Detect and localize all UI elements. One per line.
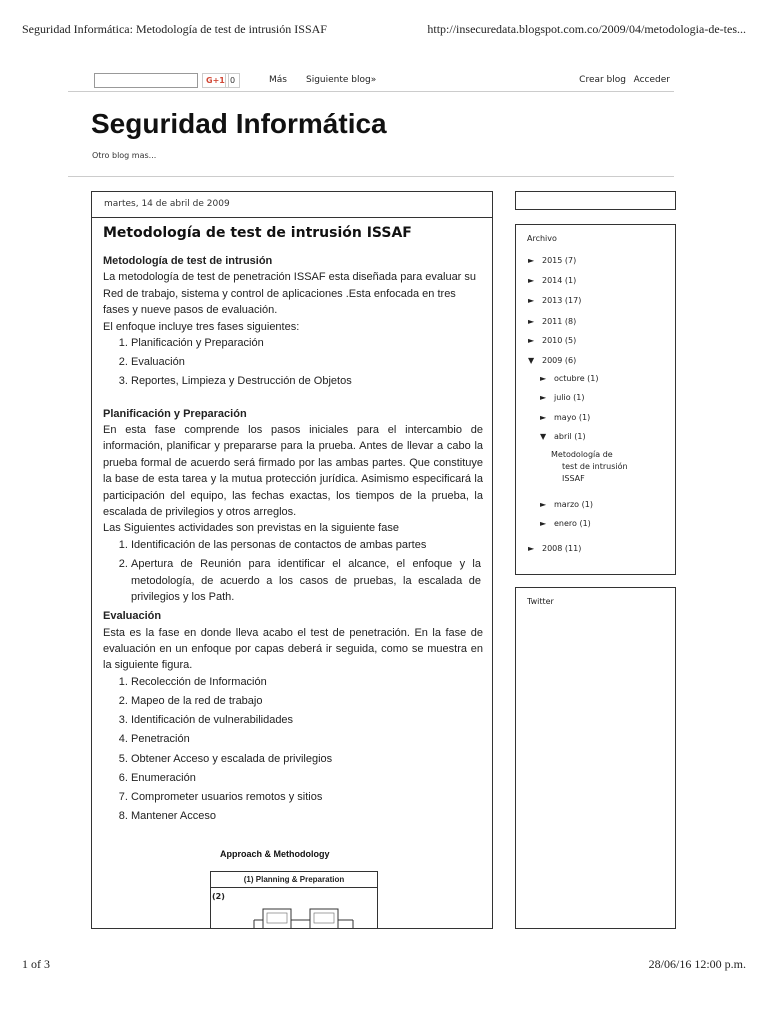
collapsed-arrow-icon[interactable]: ► — [540, 500, 547, 509]
expanded-arrow-icon[interactable]: ▼ — [528, 356, 535, 365]
print-datetime: 28/06/16 12:00 p.m. — [648, 957, 746, 971]
archive-month-abril[interactable]: ▼ abril (1) — [540, 432, 586, 441]
intro-paragraph: La metodología de test de penetración ISSAF esta diseñada para evaluar su Red de trabajo, sistema y control de aplicaciones .Esta enfocada en tres fases y nueve pasos de evaluación. — [103, 271, 477, 317]
collapsed-arrow-icon[interactable]: ► — [540, 519, 547, 528]
archive-post-link[interactable]: Metodología de test de intrusión ISSAF — [551, 450, 628, 483]
collapsed-arrow-icon[interactable]: ► — [528, 544, 535, 553]
list-item: 3. Reportes, Limpieza y Destrucción de Objetos — [131, 373, 483, 389]
print-footer — [22, 957, 746, 973]
blog-archive-widget — [515, 224, 676, 575]
blog-title[interactable]: Seguridad Informática — [91, 108, 387, 139]
archive-year-2008[interactable]: ► 2008 (11) — [528, 544, 582, 553]
list-item: 8. Mantener Acceso — [131, 808, 483, 824]
post — [91, 217, 493, 929]
list-item: 7. Comprometer usuarios remotos y sitios — [131, 789, 483, 805]
collapsed-arrow-icon[interactable]: ► — [528, 317, 535, 326]
list-item: 5. Obtener Acceso y escalada de privilegios — [131, 751, 483, 767]
list-item: 2. Mapeo de la red de trabajo — [131, 693, 483, 709]
archive-month-marzo[interactable]: ► marzo (1) — [540, 500, 593, 509]
archive-month-mayo[interactable]: ► mayo (1) — [540, 413, 591, 422]
list-item: 1. Recolección de Información — [131, 674, 483, 690]
print-page-url: http://insecuredata.blogspot.com.co/2009/04/metodologia-de-tes... — [427, 22, 746, 36]
archive-year-2015[interactable]: ► 2015 (7) — [528, 256, 577, 265]
navbar-search-input[interactable] — [94, 73, 198, 88]
archive-year-2010[interactable]: ► 2010 (5) — [528, 336, 577, 345]
list-item: 2. Evaluación — [131, 354, 483, 370]
print-header — [22, 22, 746, 38]
create-blog-link[interactable]: Crear blog — [579, 75, 626, 85]
print-page-number: 1 of 3 — [22, 957, 50, 971]
figure-phase-box: (1) Planning & Preparation — [210, 871, 378, 888]
evaluation-paragraph: Esta es la fase en donde lleva acabo el test de penetración. En la fase de evaluación en un enfoque por capas deberá ir seguida, como se muestra en la siguiente figura. — [103, 626, 483, 672]
twitter-widget — [515, 587, 676, 929]
archive-year-2014[interactable]: ► 2014 (1) — [528, 276, 577, 285]
section-heading-intro: Metodología de test de intrusión — [103, 255, 273, 267]
post-title[interactable]: Metodología de test de intrusión ISSAF — [103, 225, 412, 241]
section-heading-evaluation: Evaluación — [103, 610, 162, 623]
expanded-arrow-icon[interactable]: ▼ — [540, 432, 547, 441]
sidebar-top-widget — [515, 191, 676, 210]
planning-activities-list — [131, 537, 483, 605]
post-date-header — [91, 191, 493, 218]
list-item: 2. Apertura de Reunión para identificar el alcance, el enfoque y la metodología, de acuerdo a los casos de pruebas, la escalada de privilegios y los Path. — [131, 556, 481, 605]
gplus-button[interactable]: G+1 — [202, 73, 229, 88]
collapsed-arrow-icon[interactable]: ► — [540, 393, 547, 402]
figure-title: Approach & Methodology — [220, 849, 330, 859]
archive-year-2013[interactable]: ► 2013 (17) — [528, 296, 582, 305]
archive-year-2011[interactable]: ► 2011 (8) — [528, 317, 577, 326]
list-item: 1. Planificación y Preparación — [131, 335, 483, 351]
archive-month-enero[interactable]: ► enero (1) — [540, 519, 591, 528]
collapsed-arrow-icon[interactable]: ► — [528, 336, 535, 345]
archive-year-2009[interactable]: ▼ 2009 (6) — [528, 356, 577, 365]
planning-activities-lead: Las Siguientes actividades son previstas en la siguiente fase — [103, 522, 399, 535]
intro-phases-lead: El enfoque incluye tres fases siguientes: — [103, 320, 300, 333]
post-date: martes, 14 de abril de 2009 — [104, 199, 230, 209]
methodology-figure[interactable] — [208, 849, 380, 929]
list-item: 4. Penetración — [131, 731, 483, 747]
list-item: 6. Enumeración — [131, 770, 483, 786]
archive-month-octubre[interactable]: ► octubre (1) — [540, 374, 599, 383]
collapsed-arrow-icon[interactable]: ► — [528, 256, 535, 265]
twitter-heading: Twitter — [527, 597, 554, 606]
list-item: 3. Identificación de vulnerabilidades — [131, 712, 483, 728]
header-divider — [68, 176, 674, 177]
figure-number-label: (2) — [212, 892, 225, 901]
blogger-navbar — [68, 70, 674, 92]
print-page-title: Seguridad Informática: Metodología de test de intrusión ISSAF — [22, 22, 327, 36]
collapsed-arrow-icon[interactable]: ► — [528, 296, 535, 305]
archive-month-julio[interactable]: ► julio (1) — [540, 393, 585, 402]
post-body — [103, 253, 483, 827]
collapsed-arrow-icon[interactable]: ► — [540, 413, 547, 422]
archive-heading: Archivo — [527, 234, 557, 243]
figure-diagram-graphic — [208, 849, 380, 929]
planning-paragraph: En esta fase comprende los pasos iniciales para el intercambio de información, planificar y prepararse para la prueba. Antes de llevar a cabo la prueba formal de acuerdo será firmado por las ambas partes. Que constituye la base de esta tarea y la mutua protección jurídica. Asimismo especificará la participación del equipo, las fechas exactas, los tiempos de la prueba, la escalada de privilegios y otros arreglos. — [103, 424, 483, 519]
login-link[interactable]: Acceder — [633, 75, 670, 85]
gplus-count: 0 — [225, 73, 240, 88]
evaluation-steps-list — [131, 674, 483, 825]
collapsed-arrow-icon[interactable]: ► — [528, 276, 535, 285]
list-item: 1. Identificación de las personas de contactos de ambas partes — [131, 537, 481, 553]
blog-description: Otro blog mas... — [92, 151, 157, 160]
phases-list — [131, 335, 483, 390]
more-link[interactable]: Más — [269, 75, 287, 85]
next-blog-link[interactable]: Siguiente blog» — [306, 75, 377, 85]
collapsed-arrow-icon[interactable]: ► — [540, 374, 547, 383]
section-heading-planning: Planificación y Preparación — [103, 407, 247, 420]
